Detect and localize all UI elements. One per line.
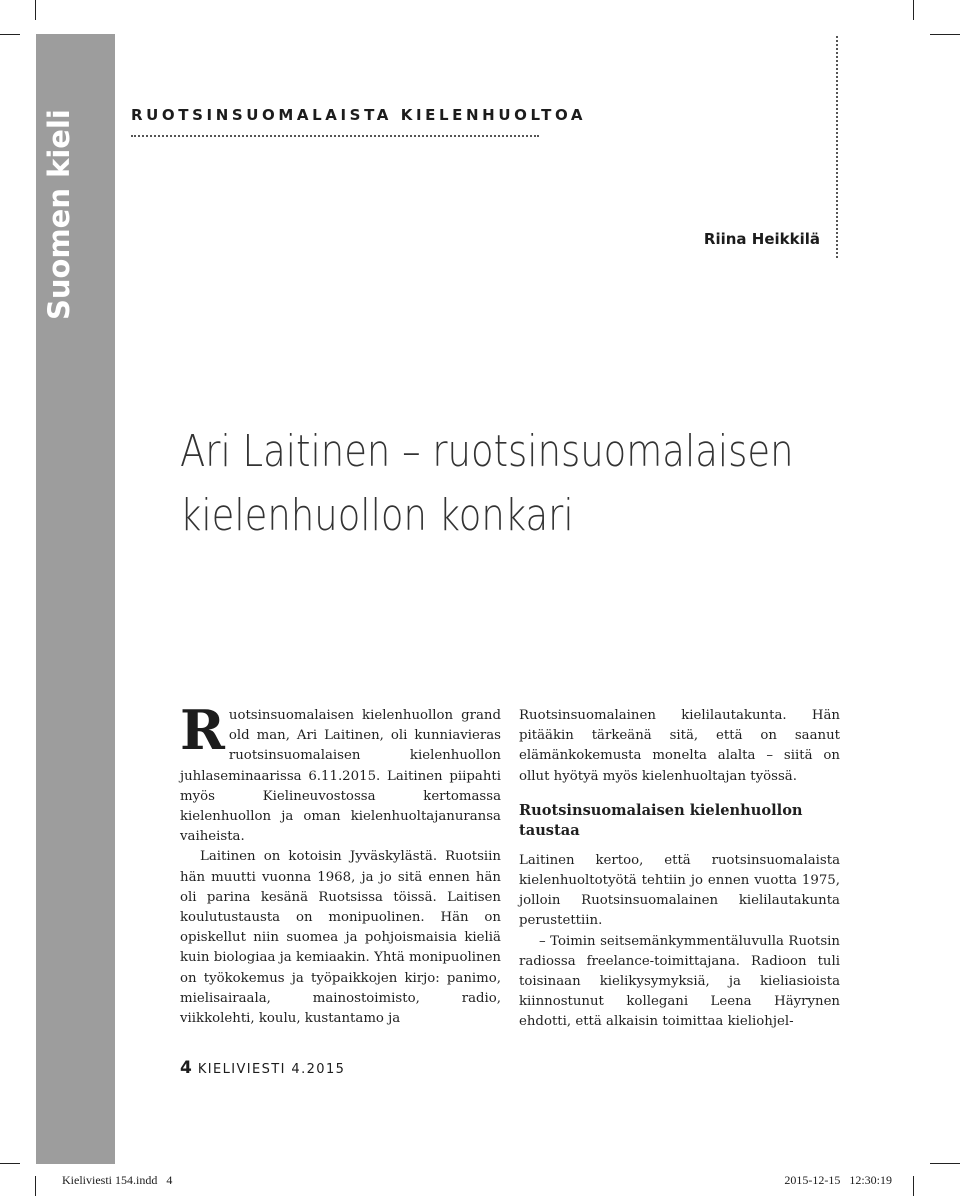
print-slug-file: Kieliviesti 154.indd 4 (62, 1173, 173, 1187)
paragraph: Laitinen on kotoisin Jyväskylästä. Ruotsiin hän muutti vuonna 1968, ja jo sitä ennen hän oli parina kesänä Ruotsissa töissä. Laitisen koulutustausta on monipuolinen. Hän on opiskellut niin suomea ja pohjoismaisia kieliä kuin biologiaa ja kemiaakin. Yhtä monipuolinen on työkokemus ja työpaikkojen kirjo: panimo, mielisairaala, mainostoimisto, radio, viikkolehti, koulu, kustantamo ja (180, 849, 501, 1027)
crop-mark-bottom-right (913, 1176, 914, 1196)
dotted-rule-horizontal (131, 135, 539, 137)
section-label: RUOTSINSUOMALAISTA KIELENHUOLTOA (131, 106, 587, 124)
crop-mark-left-top (0, 34, 20, 35)
author-name: Riina Heikkilä (703, 230, 820, 248)
sidebar-title: Suomen kieli (42, 109, 76, 320)
page-footer (180, 1058, 345, 1078)
crop-mark-top-right (913, 0, 914, 20)
article-title-line-1: Ari Laitinen – ruotsinsuomalaisen (180, 426, 794, 477)
dotted-rule-vertical (836, 36, 838, 258)
drop-cap: R (180, 698, 225, 762)
paragraph: Ruotsinsuomalainen kielilautakunta. Hän pitääkin tärkeänä sitä, että on saanut elämänkokemusta monelta alalta – siitä on ollut hyötyä myös kielenhuoltajan työssä. (519, 708, 840, 784)
print-slug-timestamp: 2015-12-15 12:30:19 (784, 1173, 892, 1187)
subheading: Ruotsinsuomalaisen kielenhuollon taustaa (519, 801, 803, 839)
paragraph: – Toimin seitsemänkymmentäluvulla Ruotsin radiossa freelance-toimittajana. Radioon tuli toisinaan kielikysymyksiä, ja kieliasioista kiinnostunut kollegani Leena Häyrynen ehdotti, että alkaisin toimittaa kieliohjel- (519, 933, 840, 1030)
crop-mark-right-bottom (930, 1163, 960, 1164)
article-title (180, 420, 794, 548)
crop-mark-left-bottom (0, 1163, 20, 1164)
paragraph (180, 698, 501, 847)
body-column-2 (519, 706, 840, 1033)
article-title-line-2: kielenhuollon konkari (180, 490, 574, 541)
paragraph: Laitinen kertoo, että ruotsinsuomalaista kielenhuoltotyötä tehtiin jo ennen vuotta 1975, jolloin Ruotsinsuomalainen kielilautakunta perustettiin. (519, 852, 840, 929)
crop-mark-top-left (35, 0, 36, 20)
paragraph-text: uotsinsuomalaisen kielenhuollon grand old man, Ari Laitinen, oli kunniavieras ruotsinsuomalaisen kielenhuollon juhlaseminaarissa 6.11.2015. Laitinen piipahti myös Kielineuvostossa kertomassa kielenhuollon ja oman kielenhuoltajanuransa vaiheista. (180, 708, 501, 845)
crop-mark-bottom-left (35, 1176, 36, 1196)
magazine-issue: KIELIVIESTI 4.2015 (197, 1062, 346, 1077)
body-column-1 (180, 698, 501, 1029)
page-number: 4 (180, 1058, 192, 1078)
crop-mark-right-top (930, 34, 960, 35)
